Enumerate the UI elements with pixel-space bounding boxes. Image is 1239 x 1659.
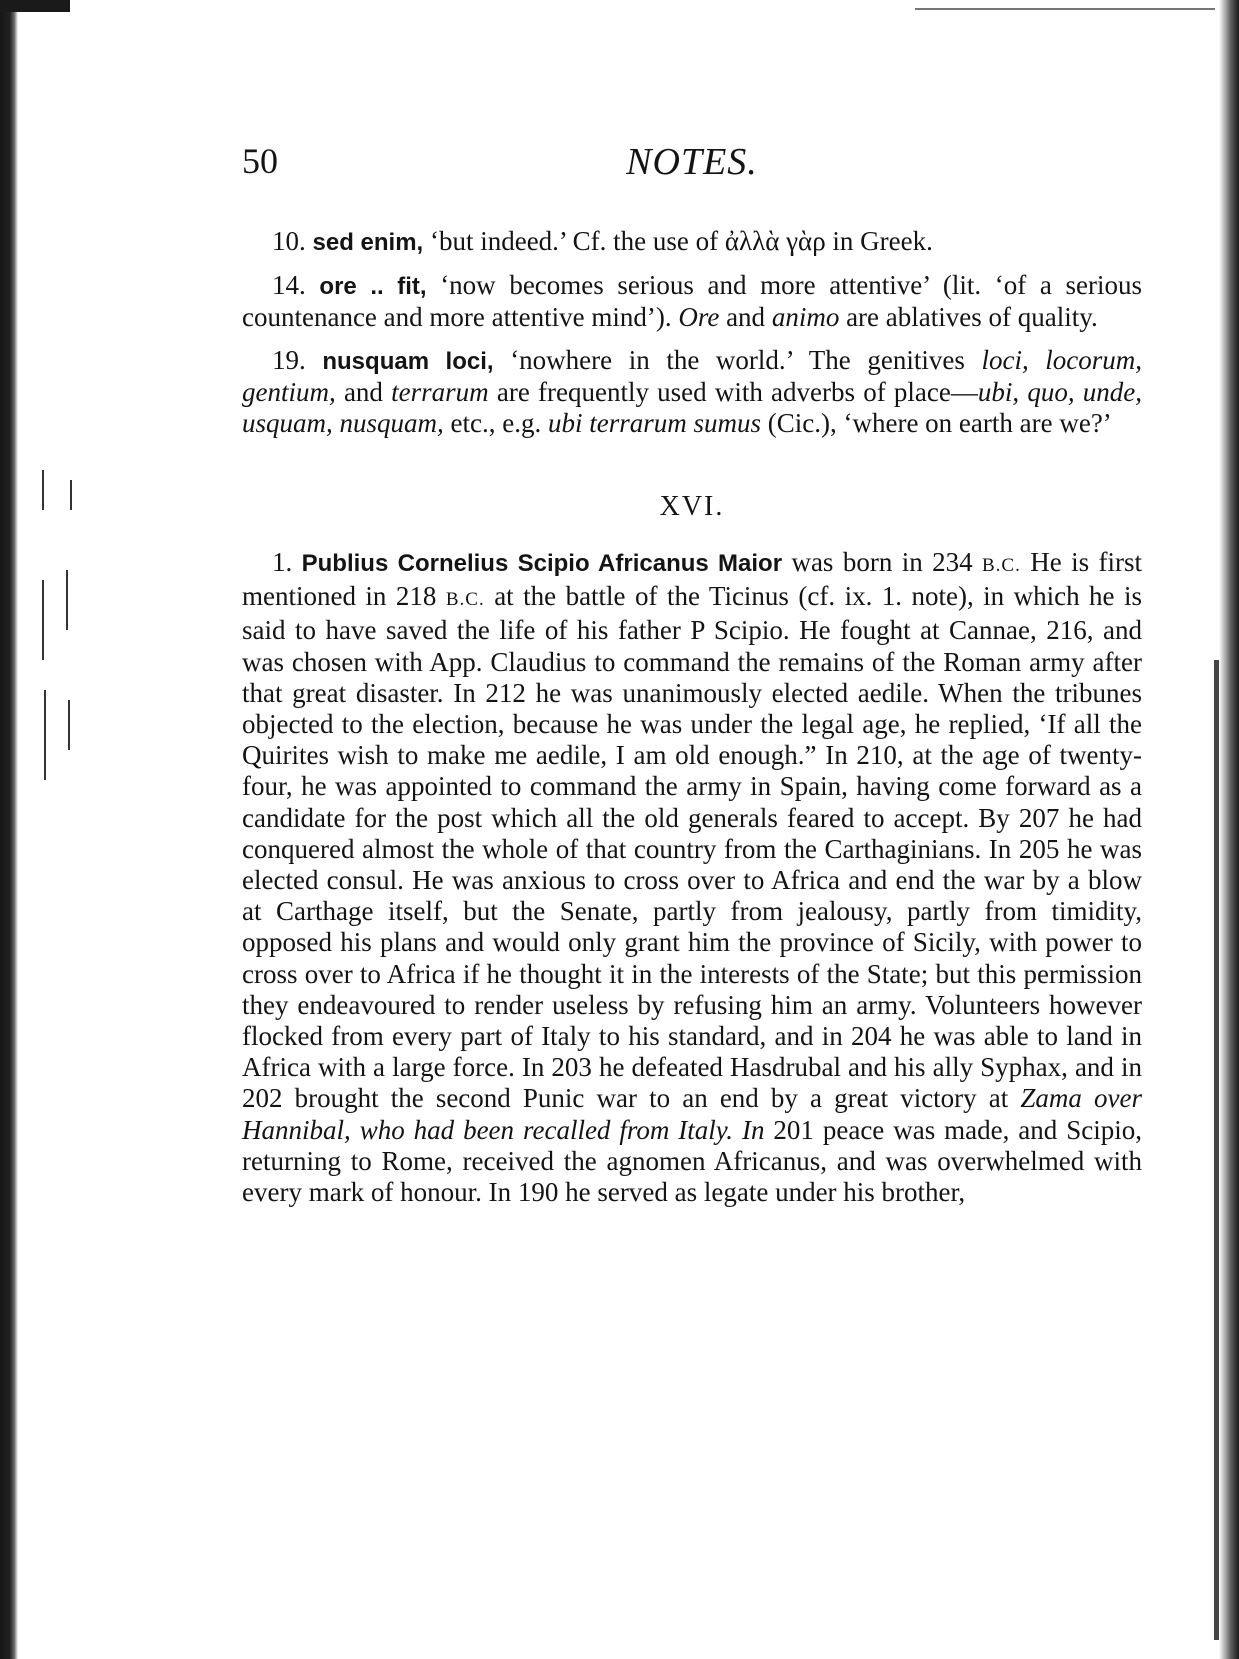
era-abbreviation: B.C. bbox=[445, 589, 485, 611]
section-text: He is first mentioned in 218 bbox=[242, 547, 1143, 612]
section-note-number: 1. bbox=[272, 547, 293, 577]
binding-shadow bbox=[1214, 660, 1219, 1640]
note-number: 19. bbox=[272, 345, 306, 375]
scan-corner bbox=[0, 0, 70, 12]
scan-edge-left bbox=[0, 0, 18, 1659]
book-page bbox=[242, 140, 1142, 1208]
section-text: was born in 234 bbox=[791, 547, 973, 577]
note-italic: ubi, quo, unde, usquam, nusquam, bbox=[242, 377, 1143, 438]
page-number: 50 bbox=[242, 141, 278, 181]
note-10 bbox=[242, 226, 1142, 258]
note-text: (lit. ‘of a serious countenance and more attentive mind’). bbox=[242, 270, 1143, 332]
section-italic: Zama over Hannibal, who had been recalled from Italy. In bbox=[242, 1083, 1143, 1145]
note-text: The genitives bbox=[808, 345, 965, 375]
note-italic: ubi terrarum sumus bbox=[547, 408, 761, 438]
note-text: Cf. the use of ἀλλὰ γὰρ in Greek. bbox=[572, 226, 933, 256]
note-italic: Ore bbox=[678, 302, 720, 332]
note-lemma: nusquam loci, bbox=[322, 348, 494, 375]
section-text: at the battle of the Ticinus (cf. ix. 1. note), in which he is said to have saved the life of his father P Scipio. He fought at Cannae, 216, and was chosen with App. Claudius to command the remains of the Roman army after that great disaster. In 212 he was unanimously elected aedile. When the tribunes objected to the election, because he was under the legal age, he replied, ‘If all the Quirites wish to make me aedile, I am old enough.” In 210, at the age of twenty-four, he was appointed to command the army in Spain, having come forward as a candidate for the post which all the old generals feared to accept. By 207 he had conquered almost the whole of that country from the Carthaginians. In 205 he was elected consul. He was anxious to cross over to Africa and end the war by a blow at Carthage itself, but the Senate, partly from jealousy, partly from timidity, opposed his plans and would only grant him the province of Sicily, with power to cross over to Africa if he thought it in the interests of the State; but this permission they endeavoured to render useless by refusing him an army. Volunteers however flocked from every part of Italy to his standard, and in 204 he was able to land in Africa with a large force. In 203 he defeated Hasdrubal and his ally Syphax, and in 202 brought the second Punic war to an end by a great victory at bbox=[242, 581, 1143, 1114]
note-text: etc., e.g. bbox=[450, 408, 542, 438]
top-rule bbox=[915, 8, 1215, 10]
note-number: 14. bbox=[272, 270, 306, 300]
note-gloss: ‘but indeed.’ bbox=[429, 226, 566, 256]
section-heading: XVI. bbox=[659, 491, 725, 522]
section-paragraph bbox=[242, 547, 1142, 1208]
running-head bbox=[242, 140, 1142, 192]
note-text: and bbox=[343, 377, 383, 407]
note-text: and bbox=[726, 302, 766, 332]
section-text: 201 peace was made, and Scipio, returning to Rome, received the agnomen Africanus, and was overwhelmed with every mark of honour. In 190 he served as legate under his brother, bbox=[242, 1114, 1142, 1208]
note-italic: terrarum bbox=[391, 377, 489, 407]
note-lemma: ore .. fit, bbox=[319, 273, 427, 300]
note-14 bbox=[242, 270, 1142, 333]
section-lemma: Publius Cornelius Scipio Africanus Maior bbox=[301, 550, 783, 577]
scan-edge-right bbox=[1219, 0, 1239, 1659]
note-gloss: ‘nowhere in the world.’ bbox=[510, 345, 793, 375]
note-text: (Cic.), ‘where on earth are we?’ bbox=[767, 408, 1112, 438]
running-title: NOTES. bbox=[626, 141, 758, 183]
note-italic: animo bbox=[771, 302, 840, 332]
note-lemma: sed enim, bbox=[312, 229, 424, 256]
margin-marks bbox=[32, 470, 92, 790]
note-19 bbox=[242, 345, 1142, 439]
note-text: are frequently used with adverbs of place— bbox=[496, 377, 978, 407]
note-gloss: ‘now becomes serious and more attentive’ bbox=[440, 270, 930, 300]
note-italic: loci, locorum, gentium, bbox=[242, 345, 1143, 407]
era-abbreviation: B.C. bbox=[982, 555, 1021, 576]
note-number: 10. bbox=[272, 226, 306, 256]
note-text: are ablatives of quality. bbox=[846, 302, 1098, 332]
